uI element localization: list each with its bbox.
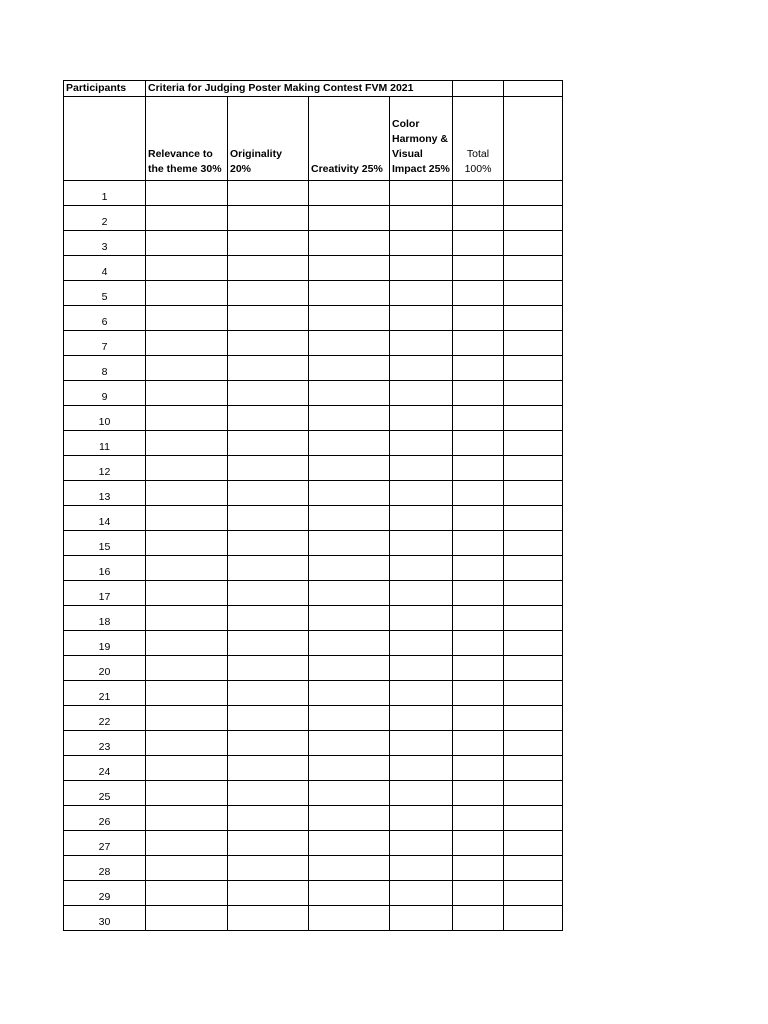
score-cell[interactable] [146,856,228,881]
table-row [64,706,563,731]
score-cell[interactable] [146,406,228,431]
score-cell[interactable] [228,506,309,531]
score-cell[interactable] [453,781,504,806]
score-cell[interactable] [146,656,228,681]
score-cell[interactable] [504,331,563,356]
score-cell[interactable] [453,806,504,831]
score-cell[interactable] [390,581,453,606]
table-row [64,331,563,356]
score-cell[interactable] [390,606,453,631]
score-cell[interactable] [228,581,309,606]
empty-cell[interactable] [504,97,563,181]
score-cell[interactable] [309,856,390,881]
score-cell[interactable] [390,181,453,206]
score-cell[interactable] [309,656,390,681]
score-cell[interactable] [390,856,453,881]
table-row [64,681,563,706]
table-row [64,631,563,656]
score-cell[interactable] [309,881,390,906]
participants-header[interactable]: Participants [64,81,146,97]
table-row [64,856,563,881]
score-cell[interactable] [504,531,563,556]
score-cell[interactable] [504,581,563,606]
score-cell[interactable] [453,631,504,656]
participant-number[interactable]: 29 [64,881,146,906]
participant-number[interactable]: 18 [64,606,146,631]
score-cell[interactable] [453,206,504,231]
participant-number[interactable]: 16 [64,556,146,581]
score-cell[interactable] [228,606,309,631]
score-cell[interactable] [504,806,563,831]
participant-number[interactable]: 10 [64,406,146,431]
score-cell[interactable] [228,381,309,406]
sheet-title[interactable]: Criteria for Judging Poster Making Contest FVM 2021 [146,81,453,97]
score-cell[interactable] [453,706,504,731]
score-cell[interactable] [146,756,228,781]
score-cell[interactable] [390,481,453,506]
score-cell[interactable] [504,881,563,906]
score-cell[interactable] [309,406,390,431]
score-cell[interactable] [390,431,453,456]
score-cell[interactable] [146,231,228,256]
score-cell[interactable] [228,481,309,506]
score-cell[interactable] [453,331,504,356]
score-cell[interactable] [228,806,309,831]
score-cell[interactable] [228,331,309,356]
table-row [64,531,563,556]
score-cell[interactable] [146,706,228,731]
score-cell[interactable] [228,831,309,856]
table-row [64,406,563,431]
score-cell[interactable] [309,906,390,931]
score-cell[interactable] [228,281,309,306]
score-cell[interactable] [146,206,228,231]
score-cell[interactable] [228,231,309,256]
score-cell[interactable] [504,631,563,656]
participant-number[interactable]: 11 [64,431,146,456]
table-row [64,506,563,531]
score-cell[interactable] [146,481,228,506]
table-row [64,281,563,306]
score-cell[interactable] [390,531,453,556]
table-row [64,881,563,906]
score-cell[interactable] [453,731,504,756]
score-cell[interactable] [453,856,504,881]
score-cell[interactable] [228,631,309,656]
score-cell[interactable] [309,756,390,781]
score-cell[interactable] [390,406,453,431]
score-cell[interactable] [309,681,390,706]
participant-number[interactable]: 26 [64,806,146,831]
score-cell[interactable] [390,231,453,256]
participant-number[interactable]: 6 [64,306,146,331]
score-cell[interactable] [390,656,453,681]
score-cell[interactable] [146,681,228,706]
score-cell[interactable] [453,831,504,856]
table-row [64,181,563,206]
participant-number[interactable]: 25 [64,781,146,806]
table-row [64,231,563,256]
participant-number[interactable]: 21 [64,681,146,706]
score-cell[interactable] [309,631,390,656]
score-cell[interactable] [309,206,390,231]
score-cell[interactable] [228,456,309,481]
participant-number[interactable]: 7 [64,331,146,356]
score-cell[interactable] [453,531,504,556]
score-cell[interactable] [309,181,390,206]
score-cell[interactable] [146,356,228,381]
score-cell[interactable] [146,531,228,556]
score-cell[interactable] [390,706,453,731]
score-cell[interactable] [453,581,504,606]
table-row [64,906,563,931]
score-cell[interactable] [146,831,228,856]
score-cell[interactable] [390,456,453,481]
participant-number[interactable]: 9 [64,381,146,406]
score-cell[interactable] [390,331,453,356]
score-cell[interactable] [228,306,309,331]
score-cell[interactable] [504,506,563,531]
score-cell[interactable] [453,756,504,781]
score-cell[interactable] [390,806,453,831]
score-cell[interactable] [453,456,504,481]
score-cell[interactable] [309,306,390,331]
score-cell[interactable] [146,506,228,531]
score-cell[interactable] [228,431,309,456]
participant-number[interactable]: 3 [64,231,146,256]
score-cell[interactable] [146,556,228,581]
score-cell[interactable] [453,506,504,531]
score-cell[interactable] [309,281,390,306]
score-cell[interactable] [504,231,563,256]
score-cell[interactable] [504,656,563,681]
score-cell[interactable] [146,331,228,356]
score-cell[interactable] [146,581,228,606]
score-cell[interactable] [390,381,453,406]
criteria-creativity[interactable]: Creativity 25% [309,97,390,181]
table-row [64,356,563,381]
score-cell[interactable] [228,256,309,281]
score-cell[interactable] [504,556,563,581]
table-row [64,456,563,481]
table-row [64,431,563,456]
score-cell[interactable] [390,506,453,531]
score-cell[interactable] [228,756,309,781]
score-cell[interactable] [146,306,228,331]
empty-cell[interactable] [453,81,504,97]
table-row [64,656,563,681]
score-cell[interactable] [390,556,453,581]
criteria-originality[interactable]: Originality 20% [228,97,309,181]
table-row [64,806,563,831]
score-cell[interactable] [453,281,504,306]
score-cell[interactable] [504,206,563,231]
score-cell[interactable] [453,381,504,406]
score-cell[interactable] [228,856,309,881]
table-row [64,381,563,406]
score-cell[interactable] [390,881,453,906]
participant-number[interactable]: 17 [64,581,146,606]
score-cell[interactable] [146,906,228,931]
score-cell[interactable] [309,231,390,256]
score-cell[interactable] [146,256,228,281]
score-cell[interactable] [390,631,453,656]
score-cell[interactable] [309,581,390,606]
table-row [64,556,563,581]
score-cell[interactable] [390,781,453,806]
score-cell[interactable] [309,506,390,531]
score-cell[interactable] [309,806,390,831]
score-cell[interactable] [504,431,563,456]
score-cell[interactable] [453,881,504,906]
score-cell[interactable] [390,756,453,781]
score-cell[interactable] [146,631,228,656]
table-row [64,581,563,606]
table-row [64,756,563,781]
score-cell[interactable] [228,731,309,756]
score-cell[interactable] [228,556,309,581]
score-cell[interactable] [453,306,504,331]
score-cell[interactable] [228,181,309,206]
score-cell[interactable] [390,681,453,706]
score-cell[interactable] [453,481,504,506]
score-cell[interactable] [453,556,504,581]
score-cell[interactable] [504,756,563,781]
participant-number[interactable]: 2 [64,206,146,231]
score-cell[interactable] [146,281,228,306]
score-cell[interactable] [504,481,563,506]
score-cell[interactable] [309,606,390,631]
score-cell[interactable] [504,256,563,281]
score-cell[interactable] [228,206,309,231]
score-cell[interactable] [146,731,228,756]
score-cell[interactable] [504,456,563,481]
score-cell[interactable] [309,731,390,756]
participant-number[interactable]: 23 [64,731,146,756]
score-cell[interactable] [146,781,228,806]
score-cell[interactable] [146,181,228,206]
score-cell[interactable] [504,181,563,206]
score-cell[interactable] [309,331,390,356]
score-cell[interactable] [453,356,504,381]
score-cell[interactable] [504,706,563,731]
score-cell[interactable] [228,681,309,706]
score-cell[interactable] [453,681,504,706]
participant-number[interactable]: 24 [64,756,146,781]
participant-number[interactable]: 19 [64,631,146,656]
score-cell[interactable] [504,856,563,881]
score-cell[interactable] [146,806,228,831]
score-cell[interactable] [228,531,309,556]
participant-number[interactable]: 13 [64,481,146,506]
score-cell[interactable] [504,606,563,631]
empty-cell[interactable] [64,97,146,181]
participant-number[interactable]: 27 [64,831,146,856]
score-cell[interactable] [146,606,228,631]
participant-number[interactable]: 1 [64,181,146,206]
score-cell[interactable] [504,356,563,381]
table-row [64,831,563,856]
score-cell[interactable] [504,381,563,406]
participant-number[interactable]: 28 [64,856,146,881]
score-cell[interactable] [309,781,390,806]
participant-number[interactable]: 20 [64,656,146,681]
participant-number[interactable]: 4 [64,256,146,281]
score-cell[interactable] [228,656,309,681]
score-cell[interactable] [390,906,453,931]
score-cell[interactable] [309,456,390,481]
score-cell[interactable] [504,406,563,431]
criteria-relevance[interactable]: Relevance to the theme 30% [146,97,228,181]
score-cell[interactable] [309,531,390,556]
score-cell[interactable] [504,906,563,931]
title-row [64,81,563,97]
table-row [64,306,563,331]
score-cell[interactable] [309,556,390,581]
score-cell[interactable] [228,706,309,731]
score-cell[interactable] [309,481,390,506]
participant-number[interactable]: 8 [64,356,146,381]
score-cell[interactable] [504,681,563,706]
participant-rows [64,181,563,931]
score-cell[interactable] [309,706,390,731]
score-cell[interactable] [504,306,563,331]
score-cell[interactable] [146,381,228,406]
table-row [64,206,563,231]
participant-number[interactable]: 12 [64,456,146,481]
score-cell[interactable] [228,906,309,931]
score-cell[interactable] [390,306,453,331]
score-cell[interactable] [453,431,504,456]
score-cell[interactable] [390,831,453,856]
score-cell[interactable] [453,256,504,281]
score-cell[interactable] [146,431,228,456]
score-cell[interactable] [390,731,453,756]
table-row [64,731,563,756]
score-cell[interactable] [390,256,453,281]
participant-number[interactable]: 5 [64,281,146,306]
score-cell[interactable] [228,881,309,906]
score-cell[interactable] [453,906,504,931]
score-cell[interactable] [453,231,504,256]
score-cell[interactable] [504,781,563,806]
score-cell[interactable] [453,606,504,631]
criteria-color-harmony[interactable]: Color Harmony & Visual Impact 25% [390,97,453,181]
score-cell[interactable] [453,656,504,681]
judging-sheet-table [63,80,563,931]
score-cell[interactable] [146,881,228,906]
score-cell[interactable] [504,731,563,756]
score-cell[interactable] [453,181,504,206]
empty-cell[interactable] [504,81,563,97]
participant-number[interactable]: 15 [64,531,146,556]
score-cell[interactable] [504,281,563,306]
participant-number[interactable]: 14 [64,506,146,531]
score-cell[interactable] [390,356,453,381]
score-cell[interactable] [309,431,390,456]
score-cell[interactable] [504,831,563,856]
participant-number[interactable]: 22 [64,706,146,731]
score-cell[interactable] [309,381,390,406]
table-row [64,606,563,631]
score-cell[interactable] [453,406,504,431]
criteria-header-row [64,97,563,181]
score-cell[interactable] [309,831,390,856]
score-cell[interactable] [228,356,309,381]
score-cell[interactable] [309,356,390,381]
score-cell[interactable] [228,406,309,431]
table-row [64,481,563,506]
participant-number[interactable]: 30 [64,906,146,931]
score-cell[interactable] [228,781,309,806]
score-cell[interactable] [146,456,228,481]
score-cell[interactable] [390,206,453,231]
table-row [64,781,563,806]
table-row [64,256,563,281]
criteria-total[interactable]: Total 100% [453,97,504,181]
score-cell[interactable] [390,281,453,306]
score-cell[interactable] [309,256,390,281]
